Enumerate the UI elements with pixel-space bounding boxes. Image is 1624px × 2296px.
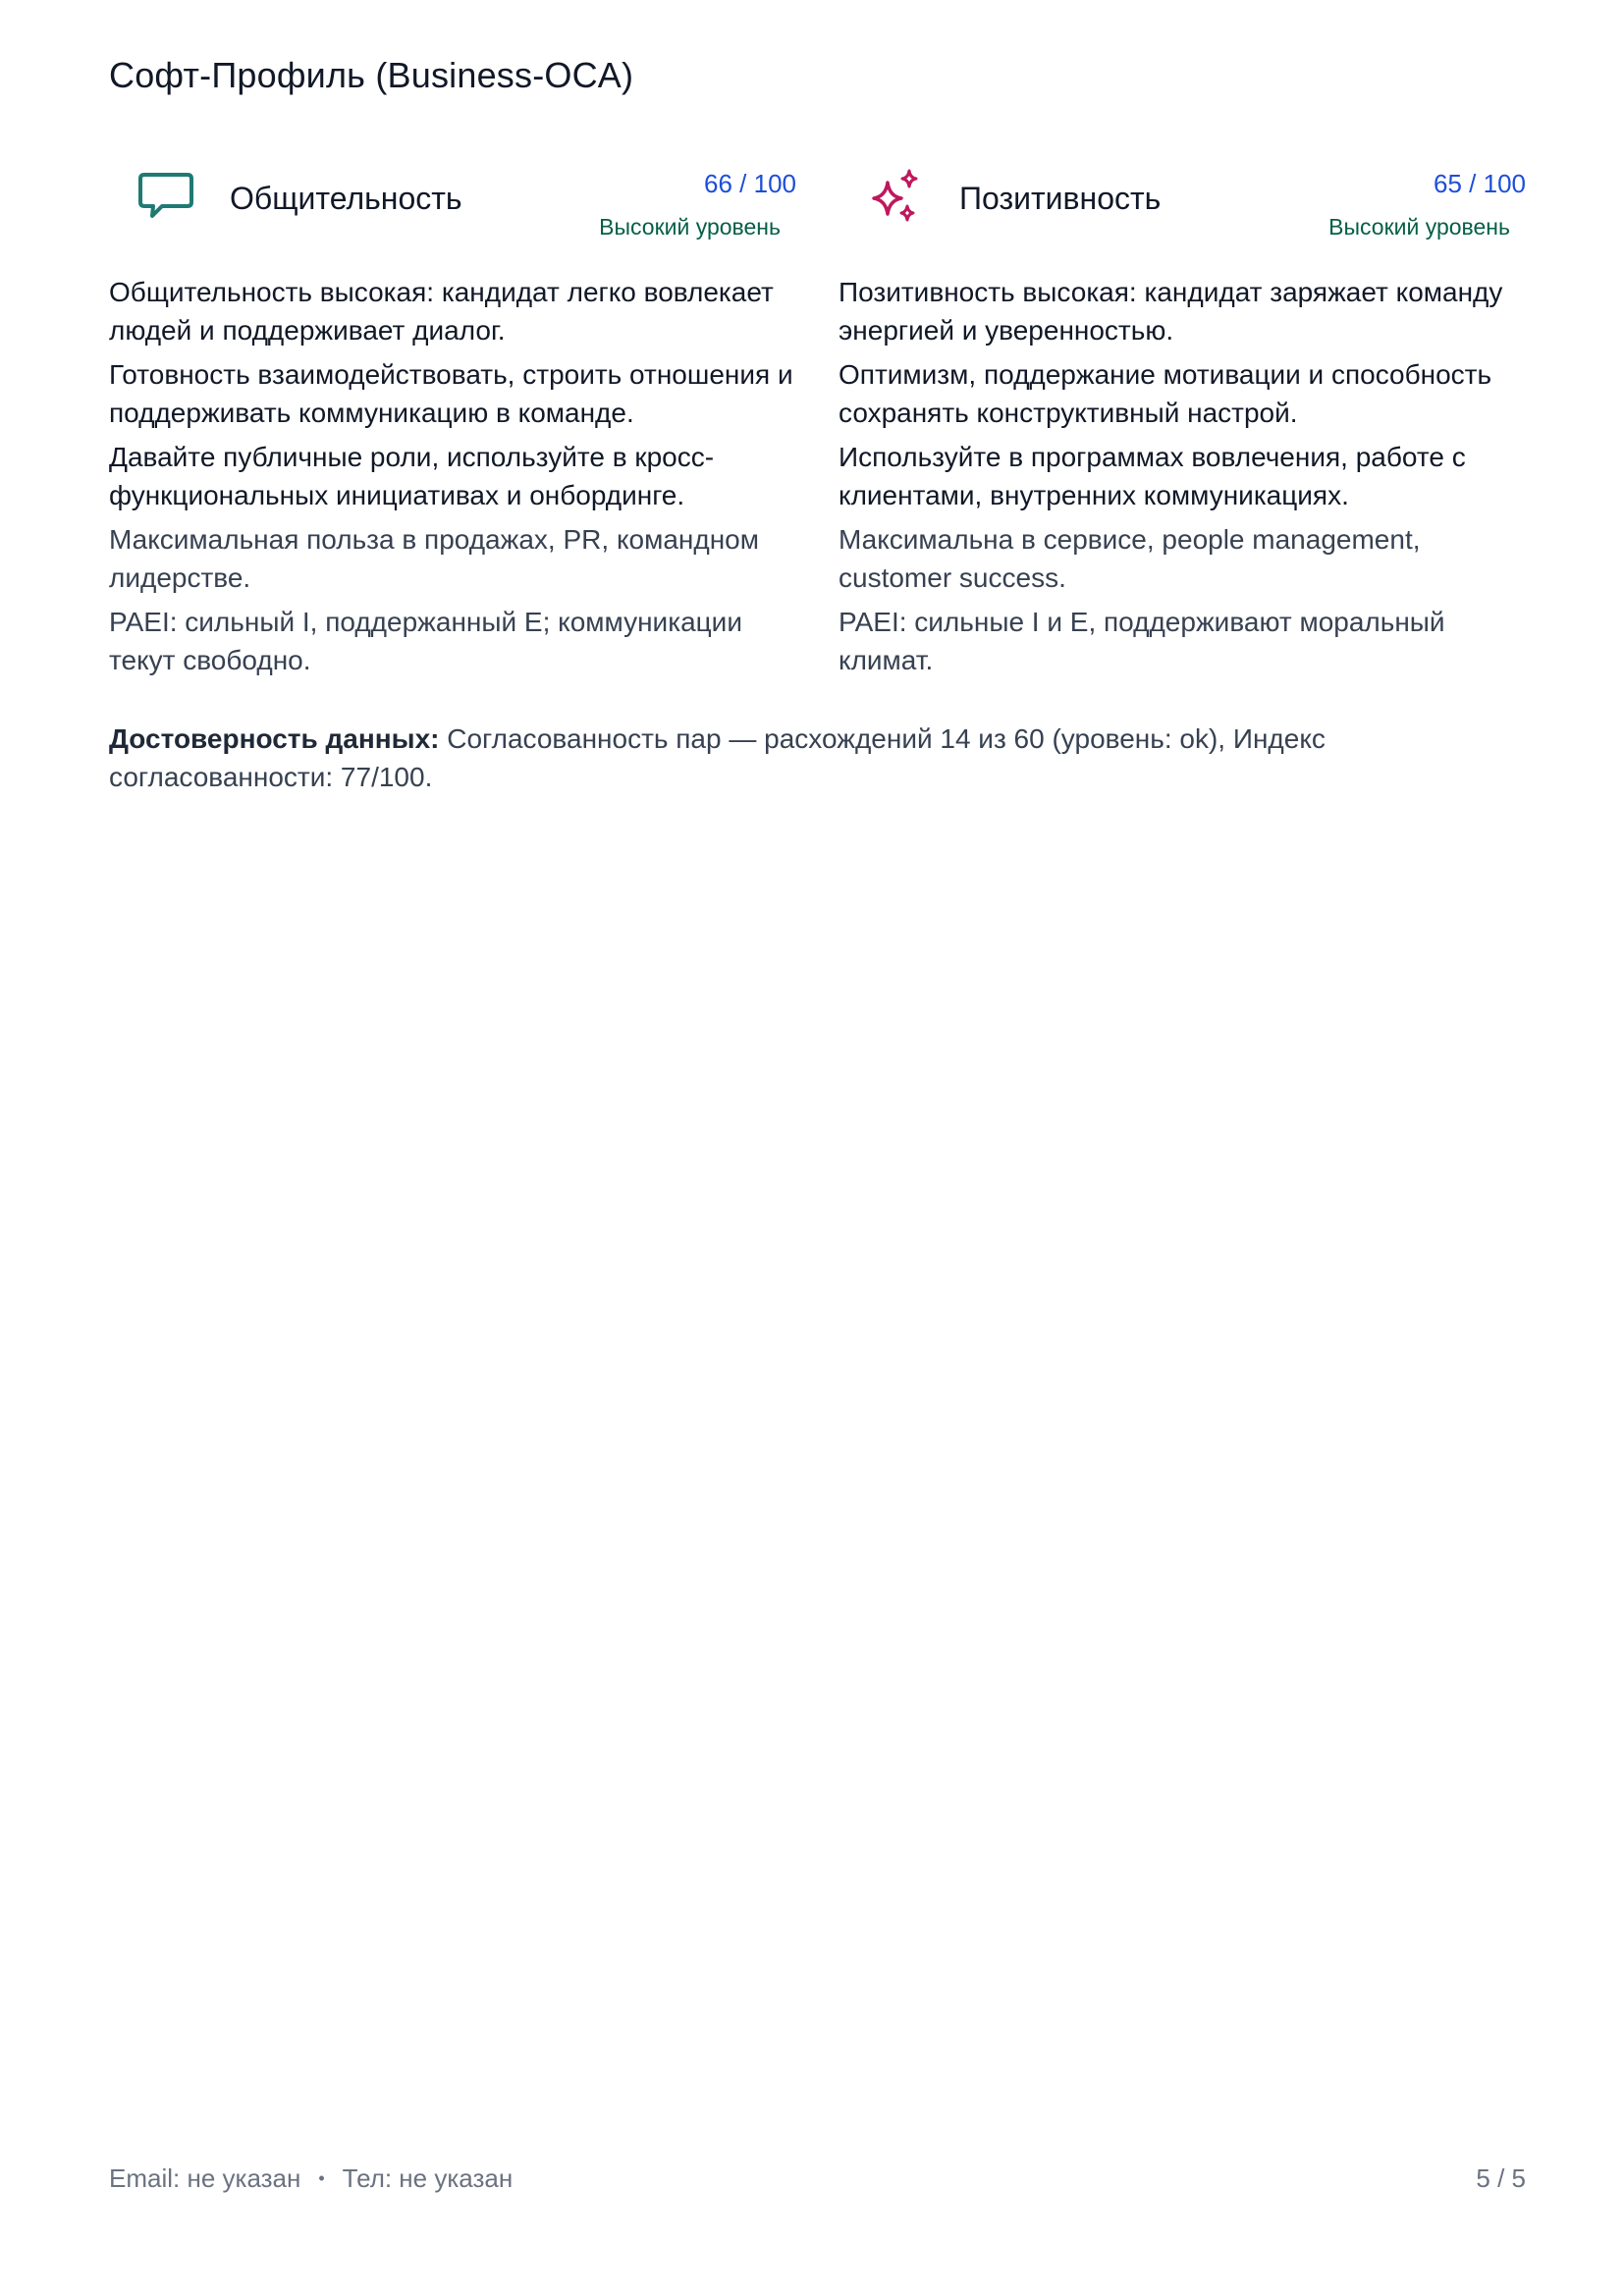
- footer-email: Email: не указан: [109, 2163, 301, 2193]
- page-title: Софт-Профиль (Business-OCA): [109, 55, 634, 95]
- score-value: 66 / 100: [704, 169, 796, 198]
- description-line: Используйте в программах вовлечения, работе с клиентами, внутренних коммуникациях.: [839, 442, 1466, 510]
- footer-contacts: [109, 2163, 513, 2194]
- description-line: Общительность высокая: кандидат легко вовлекает людей и поддерживает диалог.: [109, 277, 774, 346]
- footer-phone: Тел: не указан: [342, 2163, 514, 2193]
- description-line: Готовность взаимодействовать, строить отношения и поддерживать коммуникацию в команде.: [109, 359, 793, 428]
- description-line: Позитивность высокая: кандидат заряжает команду энергией и уверенностью.: [839, 277, 1503, 346]
- footer-separator: •: [318, 2168, 325, 2188]
- card-title: Позитивность: [959, 181, 1162, 216]
- description-line: Максимальная польза в продажах, PR, командном лидерстве.: [109, 524, 759, 593]
- reliability-label: Достоверность данных:: [109, 723, 440, 754]
- speech-bubble-icon: [136, 169, 195, 228]
- card-header: [839, 165, 1526, 273]
- description-line: Оптимизм, поддержание мотивации и способность сохранять конструктивный настрой.: [839, 359, 1492, 428]
- description-line: PAEI: сильный I, поддержанный E; коммуникации текут свободно.: [109, 607, 742, 675]
- trait-card-positivity: [839, 165, 1526, 685]
- score-value: 65 / 100: [1434, 169, 1526, 198]
- description-line: Максимальна в сервисе, people management, customer success.: [839, 524, 1421, 593]
- description-line: Давайте публичные роли, используйте в кросс-функциональных инициативах и онбординге.: [109, 442, 715, 510]
- description-line: PAEI: сильные I и E, поддерживают моральный климат.: [839, 607, 1445, 675]
- trait-card-communicativeness: [109, 165, 796, 685]
- level-badge: Высокий уровень: [1328, 214, 1510, 240]
- card-header: [109, 165, 796, 273]
- data-reliability-note: [109, 720, 1366, 796]
- level-badge: Высокий уровень: [599, 214, 781, 240]
- sparkles-icon: [866, 169, 925, 228]
- page-number: 5 / 5: [1476, 2163, 1526, 2193]
- card-title: Общительность: [230, 181, 462, 216]
- card-description: [839, 273, 1526, 679]
- reliability-text: Согласованность пар — расхождений 14 из 60 (уровень: ok), Индекс согласованности: 77/100.: [109, 723, 1326, 792]
- trait-cards: [109, 165, 1526, 685]
- card-description: [109, 273, 796, 679]
